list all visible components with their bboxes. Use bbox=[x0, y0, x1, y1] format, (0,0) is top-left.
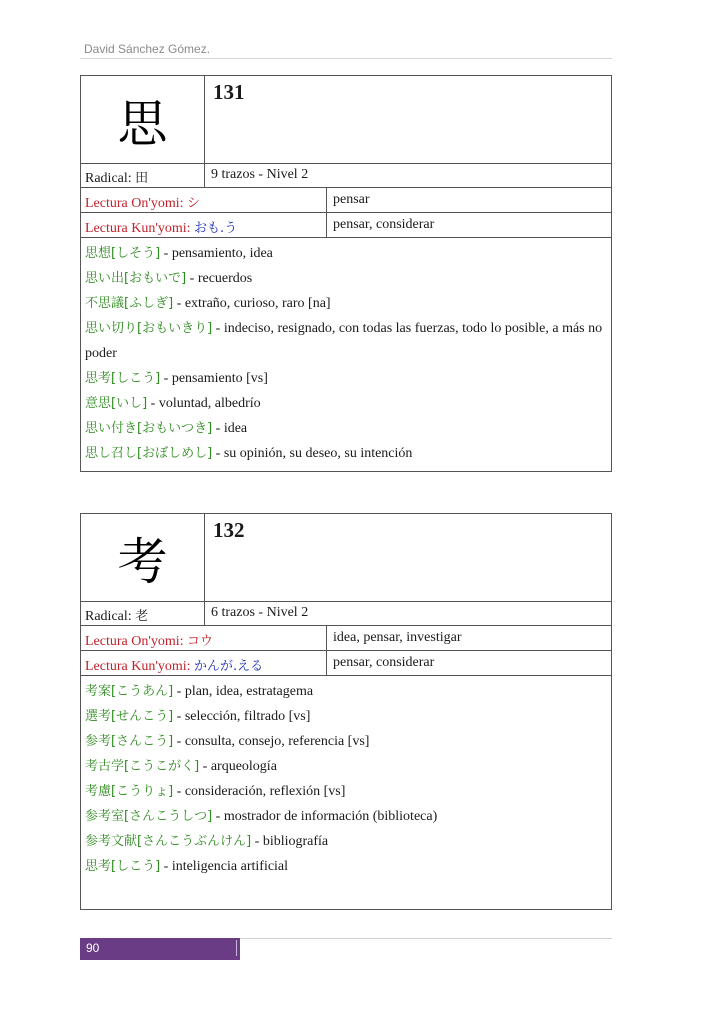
example-meaning: - voluntad, albedrío bbox=[147, 396, 261, 411]
example-item bbox=[85, 291, 607, 316]
example-word: 考慮[こうりょ] bbox=[85, 784, 174, 799]
example-meaning: - mostrador de información (biblioteca) bbox=[212, 809, 438, 824]
kunyomi-row bbox=[81, 213, 611, 238]
kunyomi-reading: おも.う bbox=[194, 221, 238, 236]
radical-cell bbox=[81, 602, 205, 625]
kanji-number: 131 bbox=[213, 80, 245, 104]
kunyomi-cell bbox=[81, 651, 327, 675]
onyomi-cell bbox=[81, 626, 327, 650]
example-word: 不思議[ふしぎ] bbox=[85, 296, 174, 311]
example-item bbox=[85, 679, 607, 704]
kunyomi-meaning: pensar, considerar bbox=[333, 655, 435, 670]
example-meaning: - plan, idea, estratagema bbox=[173, 684, 314, 699]
example-meaning: - indeciso, resignado, con todas las fuerzas, todo lo posible, a más no poder bbox=[85, 321, 603, 361]
kunyomi-row bbox=[81, 651, 611, 676]
onyomi-row bbox=[81, 188, 611, 213]
example-meaning: - extraño, curioso, raro [na] bbox=[173, 296, 331, 311]
example-word: 思い付き[おもいつき] bbox=[85, 421, 213, 436]
example-item bbox=[85, 266, 607, 291]
example-item bbox=[85, 729, 607, 754]
kanji-header-row bbox=[81, 76, 611, 164]
example-word: 思い切り[おもいきり] bbox=[85, 321, 213, 336]
example-word: 思し召し[おぼしめし] bbox=[85, 446, 213, 461]
kanji-header-row bbox=[81, 514, 611, 602]
example-item bbox=[85, 391, 607, 416]
example-item bbox=[85, 704, 607, 729]
onyomi-label: Lectura On'yomi: bbox=[85, 634, 188, 649]
strokes-level: 6 trazos - Nivel 2 bbox=[211, 605, 309, 620]
radical-cell bbox=[81, 164, 205, 187]
examples-list bbox=[81, 238, 611, 469]
page-number: 90 bbox=[86, 941, 100, 955]
onyomi-label: Lectura On'yomi: bbox=[85, 196, 188, 211]
radical-glyph: 老 bbox=[135, 609, 149, 624]
radical-glyph: 田 bbox=[135, 171, 149, 186]
kanji-card bbox=[80, 513, 612, 910]
example-meaning: - arqueología bbox=[199, 759, 277, 774]
example-item bbox=[85, 366, 607, 391]
example-item bbox=[85, 854, 607, 879]
radical-row bbox=[81, 164, 611, 188]
radical-label: Radical: bbox=[85, 609, 136, 624]
example-word: 参考[さんこう] bbox=[85, 734, 174, 749]
kanji-number: 132 bbox=[213, 518, 245, 542]
example-word: 思想[しそう] bbox=[85, 246, 161, 261]
example-meaning: - selección, filtrado [vs] bbox=[173, 709, 311, 724]
example-item bbox=[85, 804, 607, 829]
example-meaning: - bibliografía bbox=[251, 834, 329, 849]
example-word: 考古学[こうこがく] bbox=[85, 759, 200, 774]
example-item bbox=[85, 441, 607, 466]
onyomi-cell bbox=[81, 188, 327, 212]
example-item bbox=[85, 754, 607, 779]
strokes-level: 9 trazos - Nivel 2 bbox=[211, 167, 309, 182]
kunyomi-label: Lectura Kun'yomi: bbox=[85, 221, 195, 236]
kunyomi-cell bbox=[81, 213, 327, 237]
page-number-box bbox=[80, 938, 240, 960]
kanji-glyph: 考 bbox=[81, 514, 205, 601]
kunyomi-reading: かんが.える bbox=[194, 659, 264, 674]
example-item bbox=[85, 829, 607, 854]
onyomi-reading: シ bbox=[187, 196, 201, 211]
kanji-glyph: 思 bbox=[81, 76, 205, 163]
example-word: 思い出[おもいで] bbox=[85, 271, 187, 286]
onyomi-meaning: idea, pensar, investigar bbox=[333, 630, 462, 645]
header-divider bbox=[80, 58, 612, 59]
example-meaning: - su opinión, su deseo, su intención bbox=[212, 446, 413, 461]
example-meaning: - pensamiento [vs] bbox=[160, 371, 268, 386]
examples-list bbox=[81, 676, 611, 882]
example-meaning: - consulta, consejo, referencia [vs] bbox=[173, 734, 370, 749]
example-meaning: - consideración, reflexión [vs] bbox=[173, 784, 346, 799]
example-word: 参考文献[さんこうぶんけん] bbox=[85, 834, 252, 849]
example-meaning: - recuerdos bbox=[186, 271, 253, 286]
kunyomi-label: Lectura Kun'yomi: bbox=[85, 659, 195, 674]
example-word: 考案[こうあん] bbox=[85, 684, 174, 699]
example-word: 意思[いし] bbox=[85, 396, 148, 411]
onyomi-meaning: pensar bbox=[333, 192, 370, 207]
example-item bbox=[85, 316, 607, 366]
footer-tick bbox=[236, 940, 237, 956]
example-item bbox=[85, 779, 607, 804]
example-item bbox=[85, 241, 607, 266]
example-meaning: - idea bbox=[212, 421, 248, 436]
example-meaning: - pensamiento, idea bbox=[160, 246, 273, 261]
header-author: David Sánchez Gómez. bbox=[84, 42, 211, 56]
onyomi-reading: コウ bbox=[187, 634, 214, 649]
example-word: 思考[しこう] bbox=[85, 371, 161, 386]
kunyomi-meaning: pensar, considerar bbox=[333, 217, 435, 232]
example-word: 思考[しこう] bbox=[85, 859, 161, 874]
example-word: 選考[せんこう] bbox=[85, 709, 174, 724]
example-meaning: - inteligencia artificial bbox=[160, 859, 289, 874]
example-word: 参考室[さんこうしつ] bbox=[85, 809, 213, 824]
kanji-card bbox=[80, 75, 612, 472]
footer-divider bbox=[240, 938, 612, 939]
radical-label: Radical: bbox=[85, 171, 136, 186]
example-item bbox=[85, 416, 607, 441]
onyomi-row bbox=[81, 626, 611, 651]
radical-row bbox=[81, 602, 611, 626]
